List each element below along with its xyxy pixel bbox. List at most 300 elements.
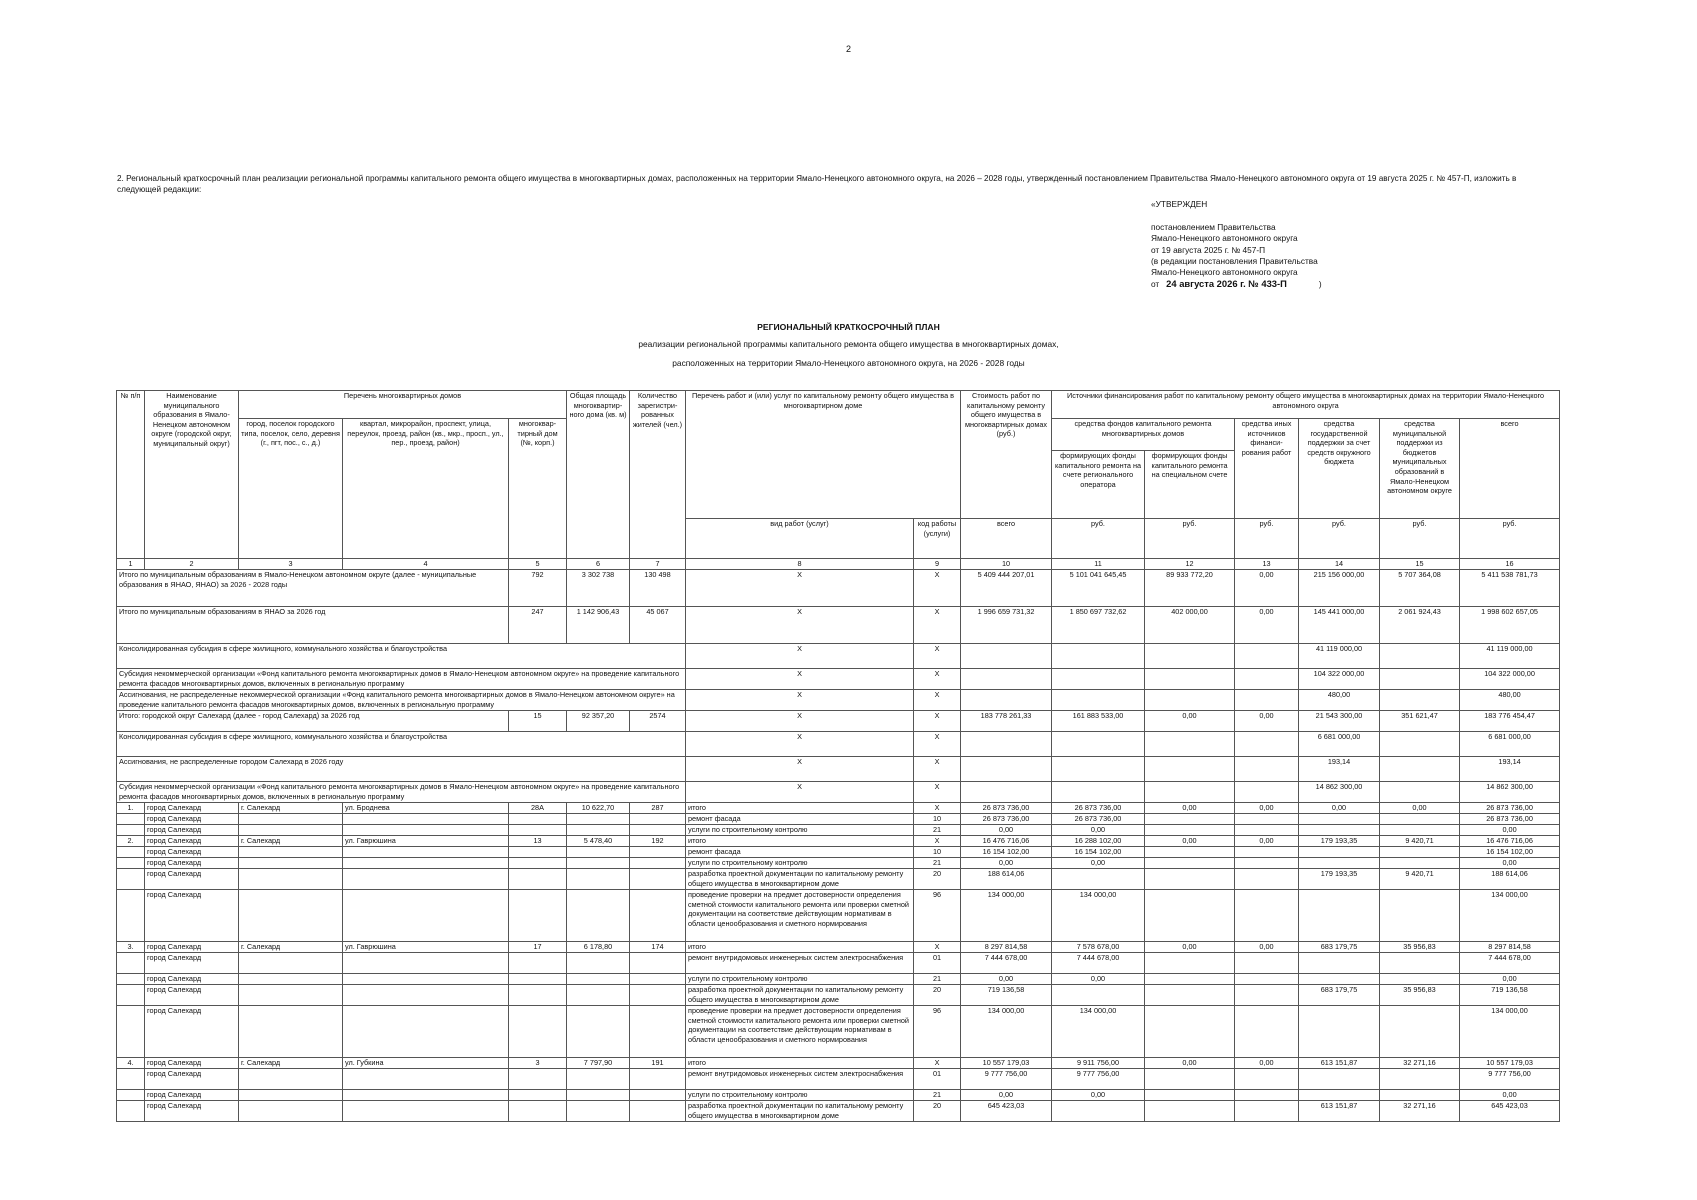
table-cell: 613 151,87: [1299, 1101, 1380, 1122]
table-cell: [1380, 732, 1460, 757]
work-row: [117, 869, 1560, 890]
header-cell: средства иных источников финанси-рования работ: [1235, 419, 1299, 519]
work-type: проведение проверки на предмет достоверности определения сметной стоимости капитального ремонта или проверки сметной документации на соответствие действующим нормативам в области ценообразования и сметного нормирования: [686, 890, 914, 942]
house-number: 3.: [117, 942, 145, 953]
header-cell: формирующих фонды капитального ремонта на счете регионального оператора: [1052, 451, 1145, 519]
table-cell: 89 933 772,20: [1145, 570, 1235, 607]
work-row: [117, 985, 1560, 1006]
table-cell: 9 777 756,00: [1052, 1069, 1145, 1090]
table-cell: 5 101 041 645,45: [1052, 570, 1145, 607]
header-cell: руб.: [1460, 519, 1560, 559]
table-cell: [117, 1006, 145, 1058]
table-cell: X: [686, 690, 914, 711]
table-cell: 35 956,83: [1380, 985, 1460, 1006]
table-cell: 0,00: [1460, 858, 1560, 869]
subsidy-label: Консолидированная субсидия в сфере жилищного, коммунального хозяйства и благоустройства: [117, 644, 686, 669]
work-type: итого: [686, 1058, 914, 1069]
table-cell: [343, 869, 509, 890]
table-cell: [343, 985, 509, 1006]
table-cell: [567, 890, 630, 942]
header-cell: Перечень многоквартирных домов: [239, 391, 567, 419]
column-number: 13: [1235, 559, 1299, 570]
table-cell: 0,00: [1460, 1090, 1560, 1101]
table-cell: 41 119 000,00: [1299, 644, 1380, 669]
table-cell: [567, 1069, 630, 1090]
work-type: ремонт внутридомовых инженерных систем электроснабжения: [686, 1069, 914, 1090]
municipality: город Салехард: [145, 942, 239, 953]
table-cell: [117, 1090, 145, 1101]
column-number: 10: [961, 559, 1052, 570]
house: 3: [509, 1058, 567, 1069]
work-row: [117, 890, 1560, 942]
municipality: город Салехард: [145, 803, 239, 814]
table-cell: X: [686, 644, 914, 669]
table-cell: [1052, 782, 1145, 803]
table-cell: [1235, 974, 1299, 985]
table-cell: 161 883 533,00: [1052, 711, 1145, 732]
column-number: 3: [239, 559, 343, 570]
work-code: 21: [914, 1090, 961, 1101]
column-number: 12: [1145, 559, 1235, 570]
work-type: ремонт фасада: [686, 847, 914, 858]
table-cell: 188 614,06: [1460, 869, 1560, 890]
municipality: город Салехард: [145, 1101, 239, 1122]
table-cell: [1380, 644, 1460, 669]
residents: 191: [630, 1058, 686, 1069]
table-cell: [509, 1006, 567, 1058]
table-cell: [509, 858, 567, 869]
work-code: 20: [914, 1101, 961, 1122]
work-row: [117, 1069, 1560, 1090]
table-cell: [509, 1101, 567, 1122]
subsidy-label: Субсидия некоммерческой организации «Фонд капитального ремонта многоквартирных домов в Ямало-Ненецком автономном округе» на проведение капитального ремонта фасадов многоквартирных домов, включенных в региональную программу: [117, 669, 686, 690]
table-cell: [343, 814, 509, 825]
area: 6 178,80: [567, 942, 630, 953]
work-type: разработка проектной документации по капитальному ремонту общего имущества в многоквартирном доме: [686, 985, 914, 1006]
table-cell: [630, 1006, 686, 1058]
area: 10 622,70: [567, 803, 630, 814]
table-cell: 0,00: [1235, 711, 1299, 732]
table-cell: X: [686, 607, 914, 644]
header-cell: руб.: [1235, 519, 1299, 559]
table-cell: [1299, 953, 1380, 974]
city: г. Салехард: [239, 836, 343, 847]
table-cell: [961, 782, 1052, 803]
table-cell: X: [914, 669, 961, 690]
table-cell: 6 681 000,00: [1460, 732, 1560, 757]
table-cell: [567, 953, 630, 974]
header-cell: вид работ (услуг): [686, 519, 914, 559]
subsidy-row: [117, 732, 1560, 757]
table-cell: 5 707 364,08: [1380, 570, 1460, 607]
table-cell: 134 000,00: [1052, 1006, 1145, 1058]
table-cell: 134 000,00: [961, 890, 1052, 942]
table-cell: 1 142 906,43: [567, 607, 630, 644]
street: ул. Губкина: [343, 1058, 509, 1069]
table-cell: [1380, 847, 1460, 858]
work-code: 10: [914, 847, 961, 858]
table-cell: 32 271,16: [1380, 1101, 1460, 1122]
table-cell: 402 000,00: [1145, 607, 1235, 644]
subsidy-row: [117, 757, 1560, 782]
table-cell: 0,00: [1460, 825, 1560, 836]
table-cell: [117, 890, 145, 942]
table-cell: [1380, 974, 1460, 985]
table-cell: [1145, 1069, 1235, 1090]
house-row: [117, 803, 1560, 814]
table-cell: [239, 890, 343, 942]
summary-label: Итого по муниципальным образованиям в Ямало-Ненецком автономном округе (далее - муниципальные образования в ЯНАО, ЯНАО) за 2026 - 2028 годы: [117, 570, 509, 607]
work-type: разработка проектной документации по капитальному ремонту общего имущества в многоквартирном доме: [686, 869, 914, 890]
table-cell: [1145, 814, 1235, 825]
table-cell: 104 322 000,00: [1460, 669, 1560, 690]
column-number: 6: [567, 559, 630, 570]
work-type: ремонт внутридомовых инженерных систем электроснабжения: [686, 953, 914, 974]
street: ул. Гаврюшина: [343, 942, 509, 953]
approval-date-number: 24 августа 2026 г. № 433-П: [1166, 278, 1287, 290]
approval-line: постановлением Правительства: [1151, 222, 1276, 233]
summary-label: Итого по муниципальным образованиям в ЯНАО за 2026 год: [117, 607, 509, 644]
table-cell: X: [914, 690, 961, 711]
city: г. Салехард: [239, 1058, 343, 1069]
table-cell: [1299, 890, 1380, 942]
table-cell: 7 444 678,00: [961, 953, 1052, 974]
table-cell: 16 288 102,00: [1052, 836, 1145, 847]
table-cell: [509, 869, 567, 890]
subsidy-row: [117, 782, 1560, 803]
table-cell: 9 420,71: [1380, 869, 1460, 890]
plan-table: [116, 390, 1560, 1122]
header-cell: многоквар-тирный дом (№, корп.): [509, 419, 567, 559]
table-cell: [117, 825, 145, 836]
table-cell: [630, 825, 686, 836]
work-type: ремонт фасада: [686, 814, 914, 825]
work-type: проведение проверки на предмет достоверности определения сметной стоимости капитального ремонта или проверки сметной документации на соответствие действующим нормативам в области ценообразования и сметного нормирования: [686, 1006, 914, 1058]
document-title: РЕГИОНАЛЬНЫЙ КРАТКОСРОЧНЫЙ ПЛАН: [757, 322, 940, 332]
table-cell: X: [686, 669, 914, 690]
table-cell: 134 000,00: [1052, 890, 1145, 942]
work-row: [117, 953, 1560, 974]
summary-row: [117, 570, 1560, 607]
work-code: 01: [914, 953, 961, 974]
table-cell: [343, 1069, 509, 1090]
column-number: 4: [343, 559, 509, 570]
table-cell: [1235, 869, 1299, 890]
approval-close: ): [1318, 279, 1322, 290]
table-cell: [961, 644, 1052, 669]
summary-row: [117, 607, 1560, 644]
municipality: город Салехард: [145, 858, 239, 869]
house-number: 1.: [117, 803, 145, 814]
table-cell: [239, 953, 343, 974]
table-cell: 16 476 716,06: [961, 836, 1052, 847]
house-number: 4.: [117, 1058, 145, 1069]
header-cell: руб.: [1299, 519, 1380, 559]
municipality: город Салехард: [145, 1006, 239, 1058]
street: ул. Гаврюшина: [343, 836, 509, 847]
table-cell: 7 578 678,00: [1052, 942, 1145, 953]
column-number: 2: [145, 559, 239, 570]
table-cell: [343, 890, 509, 942]
table-cell: X: [914, 644, 961, 669]
table-cell: [1380, 953, 1460, 974]
table-cell: 32 271,16: [1380, 1058, 1460, 1069]
table-cell: 183 778 261,33: [961, 711, 1052, 732]
approval-line: [1151, 278, 1451, 290]
table-cell: [1380, 814, 1460, 825]
table-cell: 14 862 300,00: [1299, 782, 1380, 803]
table-cell: [117, 869, 145, 890]
table-cell: 16 154 102,00: [961, 847, 1052, 858]
header-cell: средства фондов капитального ремонта многоквартирных домов: [1052, 419, 1235, 451]
approval-line: от 19 августа 2025 г. № 457-П: [1151, 244, 1266, 255]
municipality: город Салехард: [145, 985, 239, 1006]
table-cell: [343, 1101, 509, 1122]
table-cell: [1235, 782, 1299, 803]
table-cell: [239, 858, 343, 869]
table-cell: 645 423,03: [1460, 1101, 1560, 1122]
header-cell: всего: [961, 519, 1052, 559]
table-cell: 792: [509, 570, 567, 607]
subsidy-label: Консолидированная субсидия в сфере жилищного, коммунального хозяйства и благоустройства: [117, 732, 686, 757]
table-cell: 0,00: [1235, 836, 1299, 847]
municipality: город Салехард: [145, 1069, 239, 1090]
table-cell: 0,00: [1052, 825, 1145, 836]
table-cell: [1145, 757, 1235, 782]
table-cell: X: [686, 757, 914, 782]
header-cell: № п/п: [117, 391, 145, 559]
table-cell: 7 444 678,00: [1460, 953, 1560, 974]
work-row: [117, 847, 1560, 858]
table-cell: [117, 1101, 145, 1122]
header-cell: всего: [1460, 419, 1560, 519]
municipality: город Салехард: [145, 847, 239, 858]
table-cell: 16 154 102,00: [1460, 847, 1560, 858]
table-cell: 719 136,58: [961, 985, 1052, 1006]
table-cell: 9 777 756,00: [961, 1069, 1052, 1090]
table-cell: [1235, 1101, 1299, 1122]
table-cell: [1052, 1101, 1145, 1122]
table-cell: 179 193,35: [1299, 869, 1380, 890]
column-number: 16: [1460, 559, 1560, 570]
table-cell: [239, 1090, 343, 1101]
table-cell: [1145, 1090, 1235, 1101]
table-cell: [1235, 669, 1299, 690]
table-cell: [1235, 1069, 1299, 1090]
municipality: город Салехард: [145, 836, 239, 847]
table-header: [117, 391, 1560, 570]
table-cell: [1145, 690, 1235, 711]
table-cell: [343, 974, 509, 985]
table-cell: [630, 985, 686, 1006]
table-cell: [509, 825, 567, 836]
approval-line: Ямало-Ненецкого автономного округа: [1151, 267, 1298, 278]
work-code: 20: [914, 869, 961, 890]
header-cell: руб.: [1380, 519, 1460, 559]
table-cell: [509, 890, 567, 942]
table-cell: [630, 1090, 686, 1101]
table-cell: 145 441 000,00: [1299, 607, 1380, 644]
table-cell: [509, 847, 567, 858]
column-number: 15: [1380, 559, 1460, 570]
table-cell: [567, 1101, 630, 1122]
table-cell: 14 862 300,00: [1460, 782, 1560, 803]
table-cell: 193,14: [1299, 757, 1380, 782]
work-type: итого: [686, 803, 914, 814]
table-cell: [1380, 1006, 1460, 1058]
header-cell: квартал, микрорайон, проспект, улица, переулок, проезд, район (кв., мкр., просп., ул., пер., проезд, район): [343, 419, 509, 559]
work-row: [117, 974, 1560, 985]
header-cell: Источники финансирования работ по капитальному ремонту общего имущества в многоквартирных домах на территории Ямало-Ненецкого автономного округа: [1052, 391, 1560, 419]
header-cell: Перечень работ и (или) услуг по капитальному ремонту общего имущества в многоквартирном доме: [686, 391, 961, 519]
area: 5 478,40: [567, 836, 630, 847]
work-type: услуги по строительному контролю: [686, 1090, 914, 1101]
subsidy-label: Субсидия некоммерческой организации «Фонд капитального ремонта многоквартирных домов в Ямало-Ненецком автономном округе» на проведение капитального ремонта фасадов многоквартирных домов, включенных в региональную программу: [117, 782, 686, 803]
house-row: [117, 1058, 1560, 1069]
work-row: [117, 858, 1560, 869]
table-cell: [630, 869, 686, 890]
table-cell: [343, 847, 509, 858]
table-cell: [1235, 1006, 1299, 1058]
work-type: итого: [686, 836, 914, 847]
table-cell: [509, 974, 567, 985]
table-cell: 683 179,75: [1299, 985, 1380, 1006]
table-cell: [1145, 825, 1235, 836]
table-cell: 3 302 738: [567, 570, 630, 607]
table-cell: [1299, 1069, 1380, 1090]
approval-from: от: [1151, 279, 1160, 290]
table-cell: [509, 814, 567, 825]
table-cell: [961, 669, 1052, 690]
work-code: 21: [914, 825, 961, 836]
work-code: 10: [914, 814, 961, 825]
table-cell: [1380, 669, 1460, 690]
table-cell: [1299, 847, 1380, 858]
table-cell: [117, 858, 145, 869]
table-cell: X: [914, 782, 961, 803]
table-cell: [1145, 782, 1235, 803]
work-code: 96: [914, 1006, 961, 1058]
residents: 192: [630, 836, 686, 847]
table-cell: [1380, 890, 1460, 942]
table-cell: [1052, 690, 1145, 711]
house-row: [117, 836, 1560, 847]
table-cell: [239, 814, 343, 825]
table-cell: [1235, 985, 1299, 1006]
work-row: [117, 814, 1560, 825]
table-cell: 9 777 756,00: [1460, 1069, 1560, 1090]
table-cell: [1299, 1006, 1380, 1058]
table-cell: [343, 953, 509, 974]
work-code: X: [914, 803, 961, 814]
work-code: 21: [914, 974, 961, 985]
city: г. Салехард: [239, 942, 343, 953]
table-cell: 0,00: [1299, 803, 1380, 814]
header-cell: руб.: [1052, 519, 1145, 559]
table-cell: 179 193,35: [1299, 836, 1380, 847]
table-cell: 35 956,83: [1380, 942, 1460, 953]
table-cell: [1052, 669, 1145, 690]
column-number: 9: [914, 559, 961, 570]
table-cell: 0,00: [1460, 974, 1560, 985]
table-cell: [1145, 644, 1235, 669]
table-cell: 26 873 736,00: [1052, 803, 1145, 814]
approval-line: (в редакции постановления Правительства: [1151, 255, 1318, 266]
city-total-label: Итого: городской округ Салехард (далее - город Салехард) за 2026 год: [117, 711, 509, 732]
table-cell: [343, 1090, 509, 1101]
house: 28А: [509, 803, 567, 814]
table-cell: 0,00: [961, 858, 1052, 869]
residents: 287: [630, 803, 686, 814]
table-cell: [1145, 985, 1235, 1006]
table-cell: [509, 985, 567, 1006]
table-cell: [1145, 1006, 1235, 1058]
table-cell: X: [914, 570, 961, 607]
table-cell: [117, 847, 145, 858]
table-cell: 2574: [630, 711, 686, 732]
subsidy-row: [117, 669, 1560, 690]
table-cell: [1145, 847, 1235, 858]
work-row: [117, 825, 1560, 836]
table-cell: [1235, 858, 1299, 869]
municipality: город Салехард: [145, 814, 239, 825]
table-cell: 26 873 736,00: [1460, 814, 1560, 825]
table-cell: 683 179,75: [1299, 942, 1380, 953]
table-cell: 7 444 678,00: [1052, 953, 1145, 974]
table-cell: [567, 858, 630, 869]
table-cell: 0,00: [1052, 858, 1145, 869]
table-cell: [1235, 644, 1299, 669]
table-cell: 0,00: [1145, 803, 1235, 814]
table-cell: [567, 974, 630, 985]
table-cell: [567, 814, 630, 825]
table-cell: 5 411 538 781,73: [1460, 570, 1560, 607]
table-cell: [567, 1090, 630, 1101]
table-cell: X: [686, 782, 914, 803]
table-cell: [1380, 825, 1460, 836]
page-number: 2: [845, 44, 851, 54]
table-cell: 480,00: [1460, 690, 1560, 711]
work-type: услуги по строительному контролю: [686, 825, 914, 836]
table-cell: 351 621,47: [1380, 711, 1460, 732]
table-cell: 0,00: [1235, 803, 1299, 814]
city: г. Салехард: [239, 803, 343, 814]
work-code: 96: [914, 890, 961, 942]
header-cell: Общая площадь многоквартир-ного дома (кв. м): [567, 391, 630, 559]
table-cell: [509, 1090, 567, 1101]
table-cell: [630, 1101, 686, 1122]
municipality: город Салехард: [145, 890, 239, 942]
table-cell: [1235, 1090, 1299, 1101]
table-cell: [1145, 732, 1235, 757]
table-cell: 0,00: [961, 974, 1052, 985]
table-cell: X: [914, 757, 961, 782]
header-cell: код работы (услуги): [914, 519, 961, 559]
table-cell: [630, 890, 686, 942]
work-row: [117, 1006, 1560, 1058]
work-type: услуги по строительному контролю: [686, 974, 914, 985]
table-cell: [630, 1069, 686, 1090]
table-body: [117, 570, 1560, 1122]
area: 7 797,90: [567, 1058, 630, 1069]
table-cell: [1235, 814, 1299, 825]
header-cell: город, поселок городского типа, поселок, село, деревня (г., пгт, пос., с., д.): [239, 419, 343, 559]
table-cell: 480,00: [1299, 690, 1380, 711]
approval-stamp: [1151, 199, 1451, 290]
table-cell: [1052, 732, 1145, 757]
table-cell: [117, 953, 145, 974]
approval-head: «УТВЕРЖДЕН: [1151, 199, 1208, 209]
